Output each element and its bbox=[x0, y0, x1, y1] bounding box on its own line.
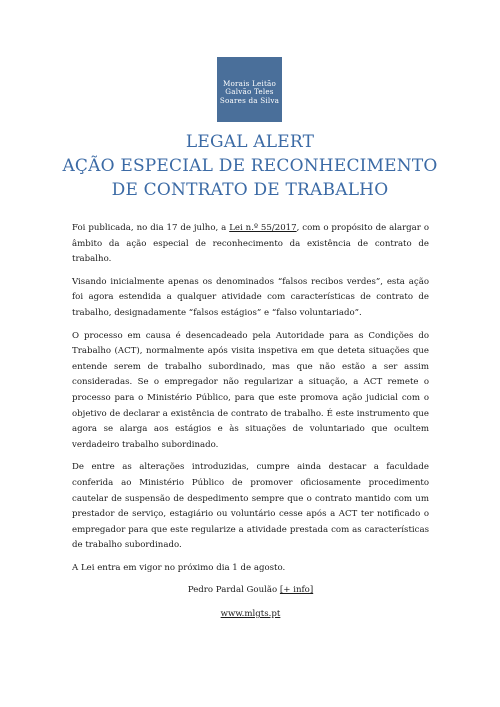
signature bbox=[72, 583, 429, 599]
paragraph-2: Visando inicialmente apenas os denominados “falsos recibos verdes”, esta ação foi agora estendida a qualquer atividade com características de contrato de trabalho, designadamente “falsos estágios” e “falso voluntariado”. bbox=[72, 276, 429, 318]
author-name: Pedro Pardal Goulão bbox=[187, 585, 280, 596]
more-info-link[interactable]: [+ info] bbox=[279, 585, 314, 596]
document-body bbox=[72, 221, 429, 623]
law-link[interactable]: Lei n.º 55/2017 bbox=[229, 223, 297, 233]
paragraph-1-start: Foi publicada, no dia 17 de julho, a bbox=[72, 223, 230, 233]
alert-title: LEGAL ALERT bbox=[185, 132, 315, 152]
website-link[interactable]: www.mlgts.pt bbox=[220, 609, 281, 620]
document-titles bbox=[0, 130, 500, 202]
logo-line-3: Soares da Silva bbox=[219, 95, 280, 105]
subject-title-line-2: DE CONTRATO DE TRABALHO bbox=[111, 180, 389, 200]
paragraph-4: De entre as alterações introduzidas, cumpre ainda destacar a faculdade conferida ao Ministério Público de promover oficiosamente procedimento cautelar de suspensão de despedimento sempre que o contrato mantido com um prestador de serviço, estagiário ou voluntário cesse após a ACT ter notificado o empregador para que este regularize a atividade prestada com as características de trabalho subordinado. bbox=[72, 462, 429, 551]
paragraph-5: A Lei entra em vigor no próximo dia 1 de agosto. bbox=[72, 562, 286, 573]
logo-line-2: Galvão Teles bbox=[225, 87, 274, 97]
paragraph-1-end: , com o propósito de alargar o âmbito da ação especial de reconhecimento da existência de contrato de trabalho. bbox=[72, 223, 430, 265]
paragraph-3: O processo em causa é desencadeado pela Autoridade para as Condições do Trabalho (ACT), normalmente após visita inspetiva em que deteta situações que entende serem de trabalho subordinado, mas que não estão a ser assim consideradas. Se o empregador não regularizar a situação, a ACT remete o processo para o Ministério Público, para que este promova ação judicial com o objetivo de declarar a existência de contrato de trabalho. É este instrumento que agora se alarga aos estágios e às situações de voluntariado que ocultem verdadeiro trabalho subordinado. bbox=[72, 330, 429, 450]
logo-line-1: Morais Leitão bbox=[222, 79, 277, 89]
subject-title-line-1: AÇÃO ESPECIAL DE RECONHECIMENTO bbox=[62, 156, 438, 176]
paragraph-1 bbox=[72, 221, 429, 268]
website-line bbox=[72, 607, 429, 623]
firm-logo bbox=[217, 57, 282, 122]
